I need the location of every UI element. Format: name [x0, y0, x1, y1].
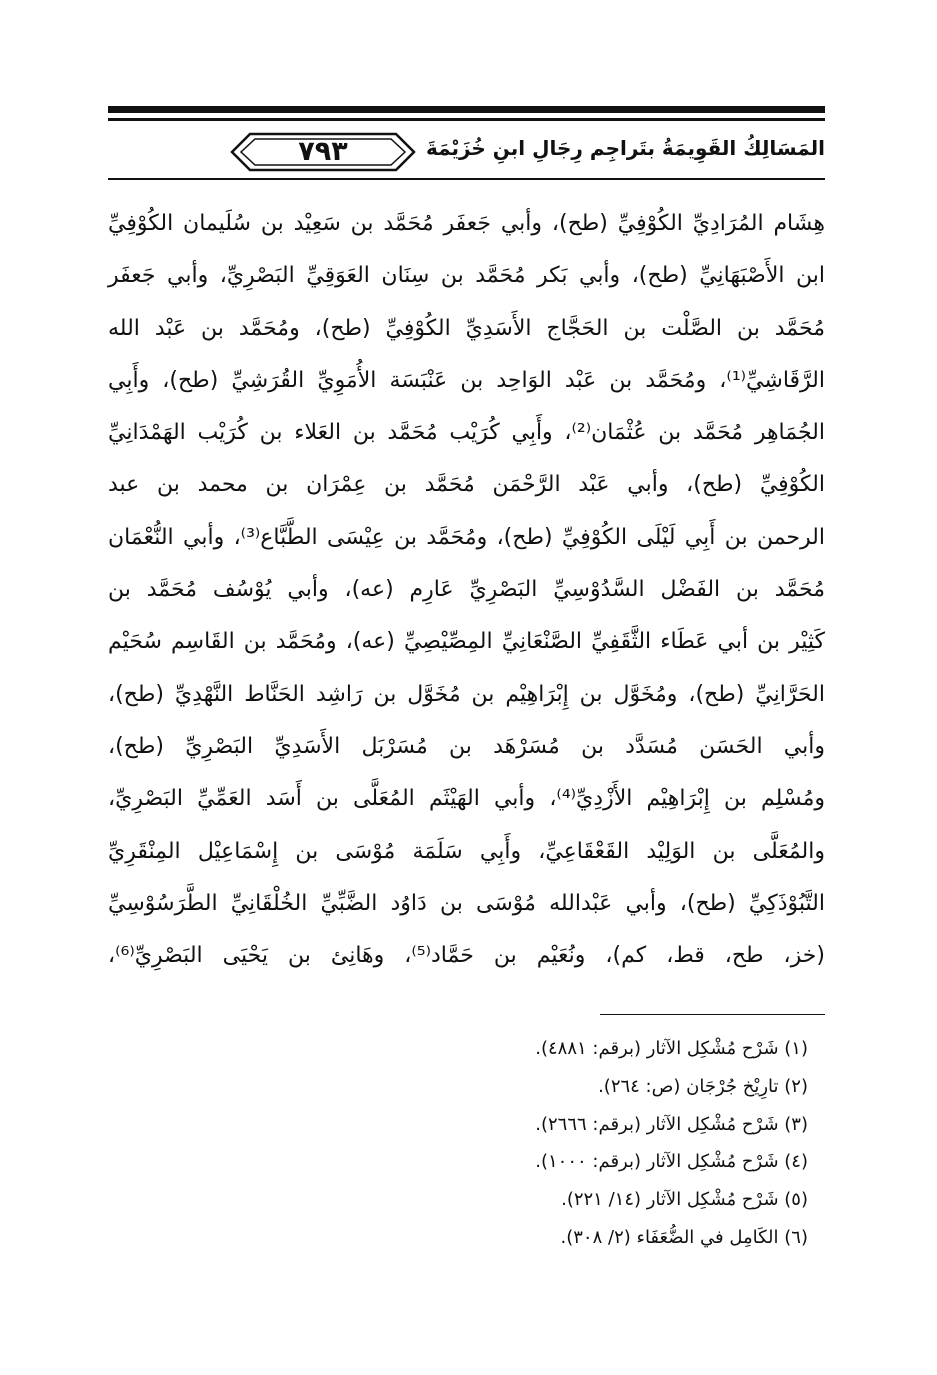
text-line: ابن الأَصْبَهَانِيِّ (طح)، وأبي بَكر مُحَمَّد بن سِنَان العَوَقِيِّ البَصْرِيِّ، وأبي جَعفَر [108, 263, 825, 289]
header-underline [108, 178, 825, 180]
text-line: (خز، طح، قط، كم)، ونُعَيْم بن حَمَّاد⁽⁵⁾، وهَانِئ بن يَحْيَى البَصْرِيِّ⁽⁶⁾، [108, 943, 825, 969]
text-line: الرَّقَاشِيِّ⁽¹⁾، ومُحَمَّد بن عَبْد الوَاحِد بن عَنْبَسَة الأُمَوِيِّ القُرَشِيِّ (طح)، وأَبِي [108, 367, 825, 393]
text-line: والمُعَلَّى بن الوَلِيْد القَعْقَاعِيِّ، وأَبِي سَلَمَة مُوْسَى بن إِسْمَاعِيْل المِنْقَرِيِّ [108, 838, 825, 864]
running-title: المَسَالِكُ القَوِيمَةُ بتَراجِم رِجَالِ ابنِ خُزَيْمَةَ [425, 136, 825, 160]
footnote-4: (٤) شَرْح مُشْكِل الآثار (برقم: ١٠٠٠). [535, 1151, 808, 1173]
header-rule-thick [108, 106, 825, 113]
text-line: الرحمن بن أَبِي لَيْلَى الكُوْفِيِّ (طح)، ومُحَمَّد بن عِيْسَى الطَّبَّاع⁽³⁾، وأبي النُّعْمَان [108, 524, 825, 550]
text-line: الحَرَّانِيِّ (طح)، ومُخَوَّل بن إِبْرَاهِيْم بن مُخَوَّل بن رَاشِد الحَنَّاط النَّهْدِيِّ (طح)، [108, 681, 825, 707]
footnote-separator [600, 1014, 825, 1015]
page-number-frame [228, 130, 418, 174]
text-line: الجُمَاهِر مُحَمَّد بن عُثْمَان⁽²⁾، وأَبِي كُرَيْب مُحَمَّد بن العَلاء بن كُرَيْب الهَمْدَانِيِّ [108, 420, 825, 446]
text-line: وأبي الحَسَن مُسَدَّد بن مُسَرْهَد بن مُسَرْبَل الأَسَدِيِّ البَصْرِيِّ (طح)، [108, 733, 825, 759]
text-line: هِشَام المُرَادِيِّ الكُوْفِيِّ (طح)، وأبي جَعفَر مُحَمَّد بن سَعِيْد بن سُلَيمان الكُوْفِيِّ [108, 211, 825, 236]
page-number: ٧٩٣ [298, 136, 348, 167]
footnote-5: (٥) شَرْح مُشْكِل الآثار (١٤/ ٢٢١). [561, 1189, 808, 1211]
text-line: الكُوْفِيِّ (طح)، وأبي عَبْد الرَّحْمَن مُحَمَّد بن عِمْرَان بن محمد بن عبد [108, 472, 825, 498]
header-rule-thin [108, 118, 825, 121]
page-header [108, 100, 825, 190]
text-line: كَثِيْر بن أبي عَطَاء الثَّقَفِيِّ الصَّنْعَانِيِّ المِصِّيْصِيِّ (عه)، ومُحَمَّد بن القَاسِم سُحَيْم [108, 629, 825, 655]
footnote-3: (٣) شَرْح مُشْكِل الآثار (برقم: ٢٦٦٦). [535, 1113, 808, 1135]
text-line: التَّبُوْذَكِيِّ (طح)، وأبي عَبْدالله مُوْسَى بن دَاوُد الضَّبِّيِّ الخُلْقَانِيِّ الطَّرَسُوْسِيِّ [108, 890, 825, 916]
footnote-6: (٦) الكَامِل في الضُّعَفَاء (٢/ ٣٠٨). [560, 1226, 808, 1248]
footnotes [108, 1030, 808, 1257]
text-line: مُحَمَّد بن الفَضْل السَّدُوْسِيِّ البَصْرِيِّ عَارِم (عه)، وأبي يُوْسُف مُحَمَّد بن [108, 577, 825, 603]
text-line: مُحَمَّد بن الصَّلْت بن الحَجَّاج الأَسَدِيِّ الكُوْفِيِّ (طح)، ومُحَمَّد بن عَبْد الله [108, 315, 825, 341]
footnote-1: (١) شَرْح مُشْكِل الآثار (برقم: ٤٨٨١). [535, 1038, 808, 1059]
text-line: ومُسْلِم بن إِبْرَاهِيْم الأَزْدِيِّ⁽⁴⁾، وأبي الهَيْثَم المُعَلَّى بن أَسَد العَمِّيِّ البَصْرِيِّ، [108, 786, 826, 812]
main-text [108, 198, 825, 982]
footnote-2: (٢) تارِيْخ جُرْجَان (ص: ٢٦٤). [598, 1075, 808, 1097]
